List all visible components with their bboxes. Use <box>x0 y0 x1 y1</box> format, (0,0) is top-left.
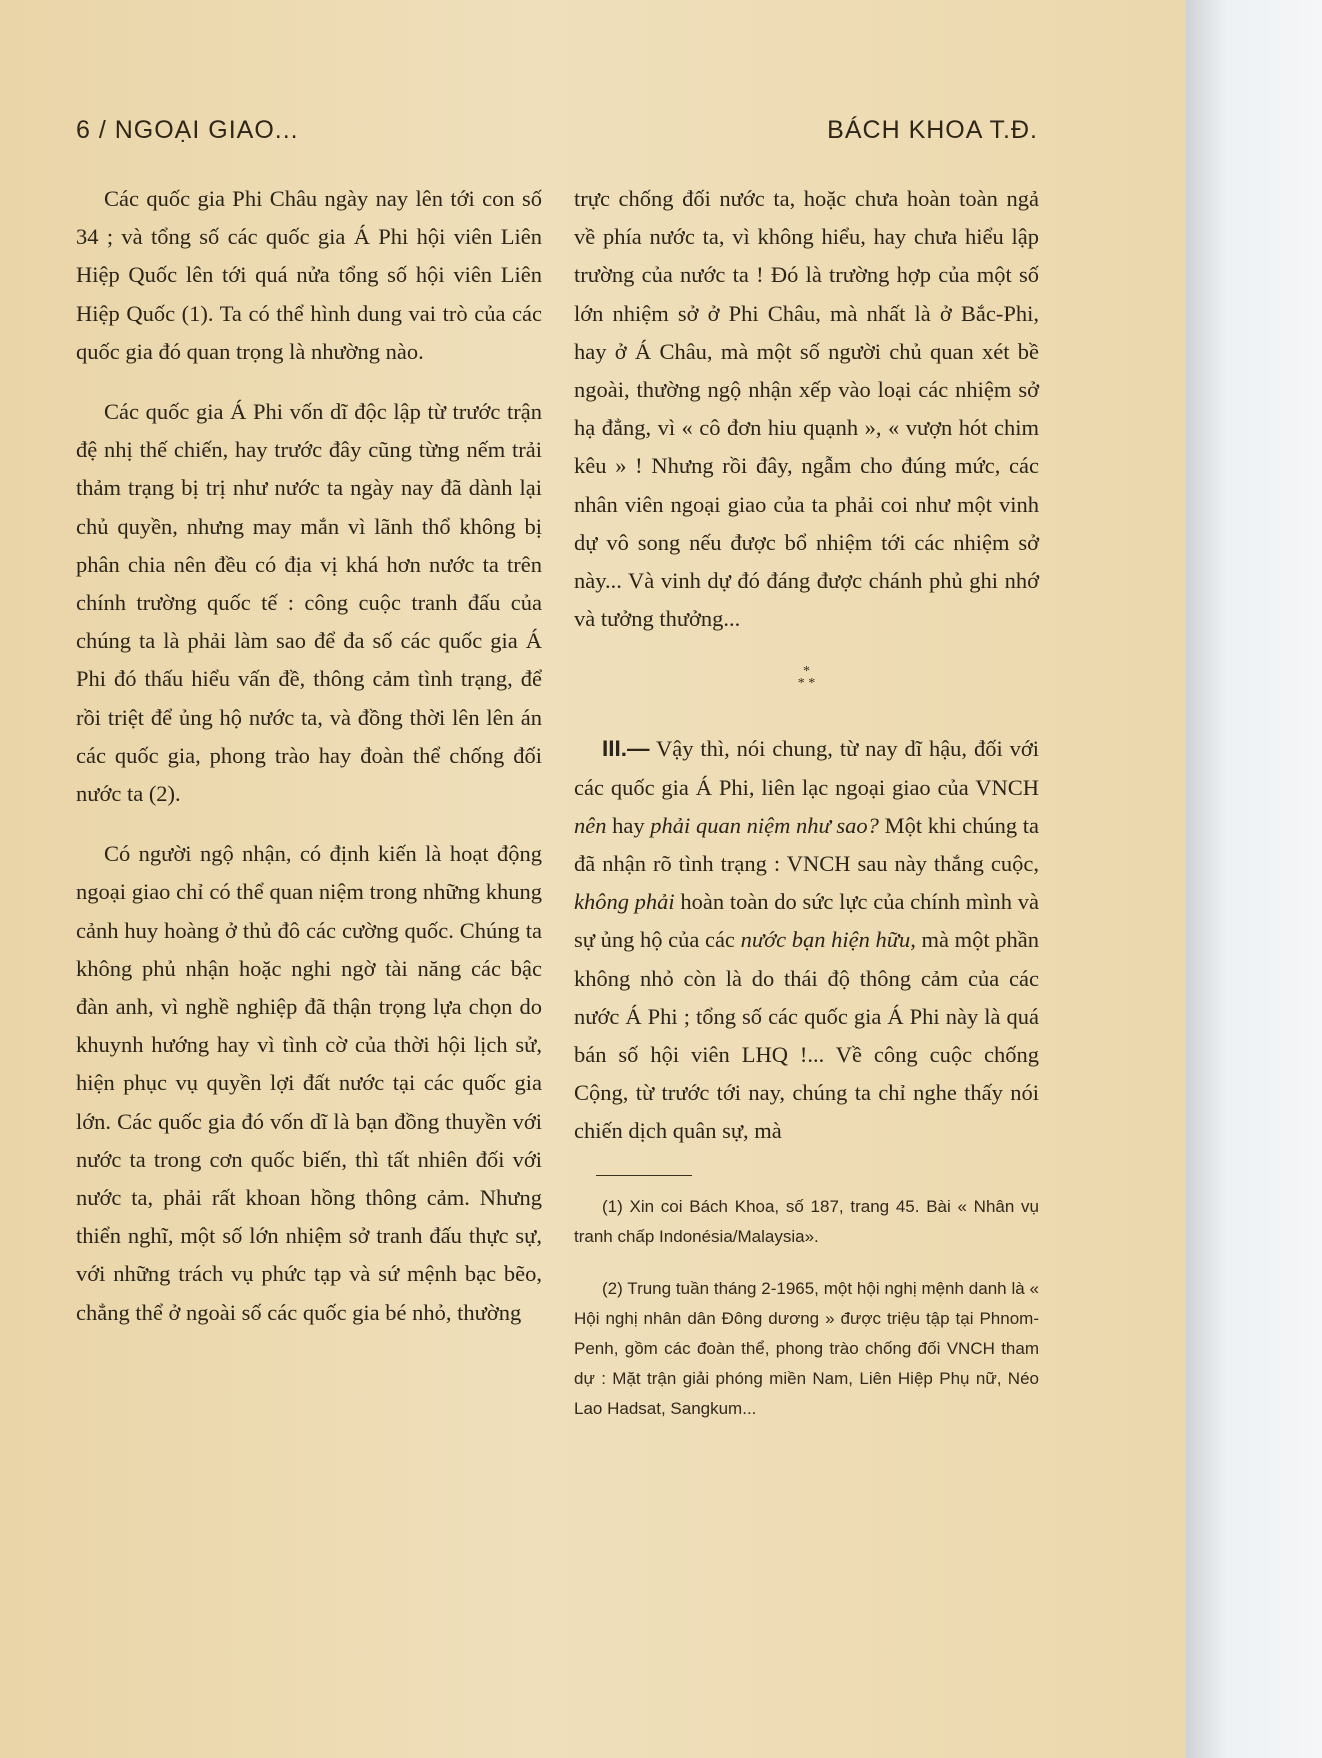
emphasis: nên <box>574 812 607 838</box>
footnote-2: (2) Trung tuần tháng 2-1965, một hội nghị mệnh danh là « Hội nghị nhân dân Đông dương » được triệu tập tại Phnom-Penh, gồm các đoàn thể, phong trào chống đối VNCH tham dự : Mặt trận giải phóng miền Nam, Liên Hiệp Phụ nữ, Néo Lao Hadsat, Sangkum... <box>574 1278 1039 1418</box>
running-head-left: 6 / NGOẠI GIAO... <box>76 116 299 144</box>
footnote-1: (1) Xin coi Bách Khoa, số 187, trang 45. Bài « Nhân vụ tranh chấp Indonésia/Malaysia». <box>574 1196 1039 1246</box>
right-column <box>574 180 1039 1446</box>
paragraph: Có người ngộ nhận, có định kiến là hoạt động ngoại giao chỉ có thể quan niệm trong những khung cảnh huy hoàng ở thủ đô các cường quốc. Chúng ta không phủ nhận hoặc nghi ngờ tài năng các bậc đàn anh, vì nghề nghiệp đã thận trọng lựa chọn do khuynh hướng hay vì tình cờ của thời hội lịch sử, hiện phục vụ quyền lợi đất nước tại các quốc gia lớn. Các quốc gia đó vốn dĩ là bạn đồng thuyền với nước ta trong cơn quốc biến, thì tất nhiên đối với nước ta, phải rất khoan hồng thông cảm. Nhưng thiển nghĩ, một số lớn nhiệm sở tranh đấu thực sự, với những trách vụ phức tạp và sứ mệnh bạc bẽo, chẳng thể ở ngoài số các quốc gia bé nhỏ, thường <box>76 841 542 1325</box>
footnote-rule <box>596 1175 692 1176</box>
paragraph-continued: trực chống đối nước ta, hoặc chưa hoàn toàn ngả về phía nước ta, vì không hiểu, hay chưa hiểu lập trường của nước ta ! Đó là trường hợp của một số lớn nhiệm sở ở Phi Châu, mà nhất là ở Bắc-Phi, hay ở Á Châu, mà một số người chủ quan xét bề ngoài, thường ngộ nhận xếp vào loại các nhiệm sở hạ đẳng, vì « cô đơn hiu quạnh », « vượn hót chim kêu » ! Nhưng rồi đây, ngẫm cho đúng mức, các nhân viên ngoại giao của ta phải coi như một vinh dự vô song nếu được bổ nhiệm tới các nhiệm sở này... Và vinh dự đó đáng được chánh phủ ghi nhớ và tưởng thưởng... <box>574 186 1039 632</box>
text-run: Một khi chúng ta đã nhận rõ tình trạng : VNCH sau này thắng cuộc, <box>574 812 1040 877</box>
text-run: Vậy thì, nói chung, từ nay dĩ hậu, đối với các quốc gia Á Phi, liên lạc ngoại giao của VNCH <box>574 736 1039 800</box>
left-column <box>76 180 542 1354</box>
emphasis: phải quan niệm như sao? <box>650 812 879 838</box>
paragraph: Các quốc gia Phi Châu ngày nay lên tới con số 34 ; và tổng số các quốc gia Á Phi hội viên Liên Hiệp Quốc lên tới quá nửa tổng số hội viên Liên Hiệp Quốc (1). Ta có thể hình dung vai trò của các quốc gia đó quan trọng là nhường nào. <box>76 186 542 364</box>
separator-stars-bottom: * * <box>797 676 816 692</box>
running-head-right: BÁCH KHOA T.Đ. <box>827 116 1038 144</box>
text-run: hay <box>606 812 651 838</box>
section-paragraph <box>574 730 1039 1150</box>
section-number: III.— <box>602 736 650 762</box>
emphasis: nước bạn hiện hữu, <box>740 927 916 953</box>
section-separator <box>574 666 1039 690</box>
scan-background-edge <box>1186 0 1322 1758</box>
separator-star-top: * <box>803 664 810 680</box>
text-run: mà một phần không nhỏ còn là do thái độ thông cảm của các nước Á Phi ; tổng số các quốc gia Á Phi này là quá bán số hội viên LHQ !... Về công cuộc chống Cộng, từ trước tới nay, chúng ta chỉ nghe thấy nói chiến dịch quân sự, mà <box>574 927 1040 1144</box>
paragraph: Các quốc gia Á Phi vốn dĩ độc lập từ trước trận đệ nhị thế chiến, hay trước đây cũng từng nếm trải thảm trạng bị trị như nước ta ngày nay đã dành lại chủ quyền, nhưng may mắn vì lãnh thổ không bị phân chia nên đều có địa vị khá hơn nước ta trên chính trường quốc tế : công cuộc tranh đấu của chúng ta là phải làm sao để đa số các quốc gia Á Phi đó thấu hiểu vấn đề, thông cảm tình trạng, để rồi triệt để ủng hộ nước ta, và đồng thời lên lên án các quốc gia, phong trào hay đoàn thể chống đối nước ta (2). <box>76 399 542 807</box>
text-run: hoàn toàn do sức lực của chính mình và sự ủng hộ của các <box>574 889 1039 953</box>
emphasis: không phải <box>574 889 675 915</box>
